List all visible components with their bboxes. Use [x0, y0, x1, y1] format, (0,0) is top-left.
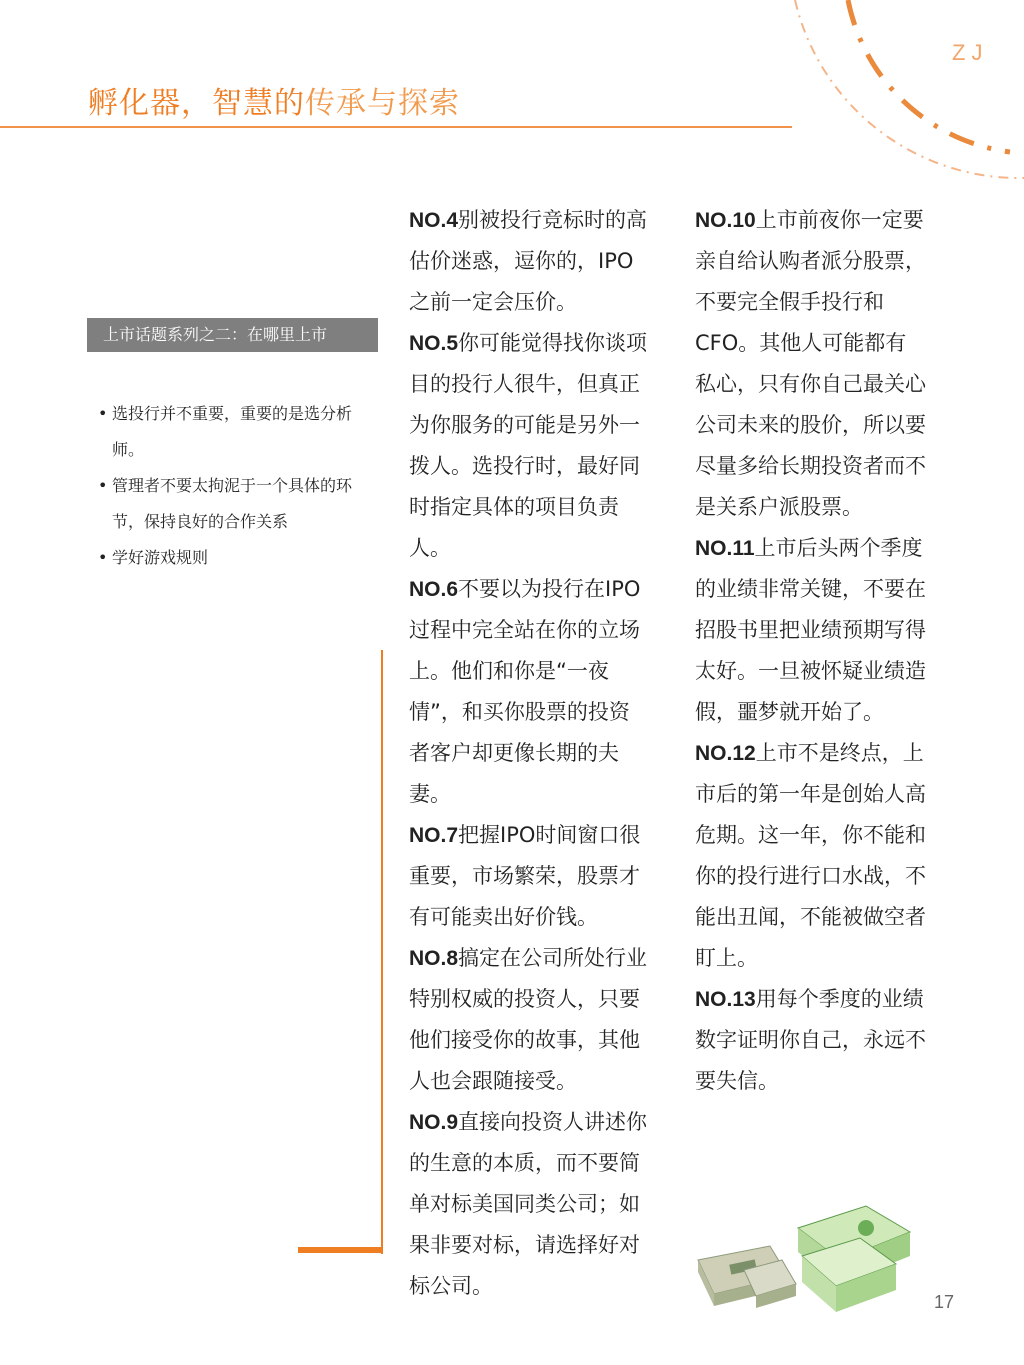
tip-text: 把握IPO时间窗口很重要，市场繁荣，股票才有可能卖出好价钱。 — [409, 823, 641, 929]
tip-number: NO.8 — [409, 947, 459, 970]
tip-paragraph — [695, 979, 927, 1102]
tip-text: 不要以为投行在IPO过程中完全站在你的立场上。他们和你是“一夜情”，和买你股票的投资者客户却更像长期的夫妻。 — [409, 577, 641, 806]
brand-mark: ZJ — [952, 40, 989, 65]
tip-number: NO.4 — [409, 209, 459, 232]
page-number: 17 — [934, 1292, 955, 1312]
dollar-stack-icon — [698, 1246, 796, 1308]
tip-number: NO.5 — [409, 332, 459, 355]
tip-text: 用每个季度的业绩数字证明你自己，永远不要失信。 — [695, 987, 926, 1093]
vertical-divider — [381, 650, 383, 1254]
tip-number: NO.9 — [409, 1111, 459, 1134]
tip-text: 你可能觉得找你谈项目的投行人很牛，但真正为你服务的可能是另外一拨人。选投行时，最好同时指定具体的项目负责人。 — [409, 331, 648, 560]
tips-column-1 — [409, 200, 649, 1307]
tip-number: NO.10 — [695, 209, 756, 232]
tip-number: NO.13 — [695, 988, 756, 1011]
tip-text: 上市不是终点，上市后的第一年是创始人高危期。这一年，你不能和你的投行进行口水战，不能出丑闻，不能被做空者盯上。 — [695, 741, 926, 970]
tip-text: 直接向投资人讲述你的生意的本质，而不要简单对标美国同类公司；如果非要对标，请选择好对标公司。 — [409, 1110, 648, 1298]
tip-paragraph — [409, 200, 649, 323]
key-point: • 管理者不要太拘泥于一个具体的环节，保持良好的合作关系 — [98, 468, 368, 540]
key-points-list — [98, 396, 368, 576]
tip-paragraph — [695, 733, 927, 979]
tip-paragraph — [409, 938, 649, 1102]
tip-paragraph — [695, 528, 927, 733]
tips-column-2 — [695, 200, 927, 1102]
tip-paragraph — [409, 1102, 649, 1307]
title-tail: 传承与探索 — [305, 86, 460, 121]
title-main: 孵化器，智慧的 — [88, 86, 305, 121]
tip-text: 别被投行竞标时的高估价迷惑，逗你的，IPO之前一定会压价。 — [409, 208, 648, 314]
tip-text: 上市后头两个季度的业绩非常关键，不要在招股书里把业绩预期写得太好。一旦被怀疑业绩造假，噩梦就开始了。 — [695, 536, 926, 724]
page-title — [88, 78, 460, 122]
money-stacks-illustration — [690, 1198, 920, 1318]
series-tag: 上市话题系列之二：在哪里上市 — [87, 318, 378, 352]
title-underline — [0, 126, 792, 128]
tip-paragraph — [409, 815, 649, 938]
tip-paragraph — [409, 323, 649, 569]
key-point: • 选投行并不重要，重要的是选分析师。 — [98, 396, 368, 468]
tip-paragraph — [695, 200, 927, 528]
tip-number: NO.12 — [695, 742, 756, 765]
accent-bar — [298, 1247, 383, 1253]
tip-number: NO.7 — [409, 824, 459, 847]
key-point: • 学好游戏规则 — [98, 540, 368, 576]
tip-text: 搞定在公司所处行业特别权威的投资人，只要他们接受你的故事，其他人也会跟随接受。 — [409, 946, 648, 1093]
tip-paragraph — [409, 569, 649, 815]
euro-stack-icon — [798, 1206, 910, 1312]
tip-text: 上市前夜你一定要亲自给认购者派分股票，不要完全假手投行和CFO。其他人可能都有私心，只有你自己最关心公司未来的股价，所以要尽量多给长期投资者而不是关系户派股票。 — [695, 208, 926, 519]
tip-number: NO.11 — [695, 537, 755, 560]
tip-number: NO.6 — [409, 578, 459, 601]
